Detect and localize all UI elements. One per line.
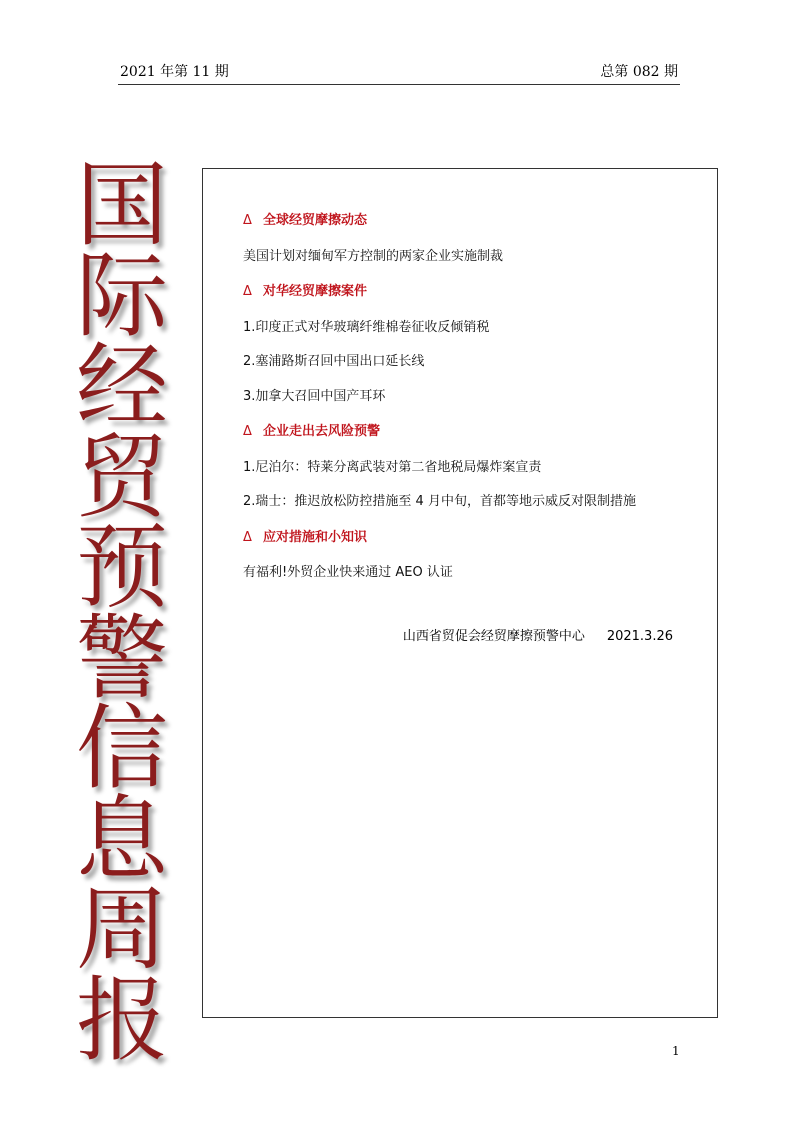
toc-item[interactable]: 1.尼泊尔：特莱分离武装对第二省地税局爆炸案宣责 [243,460,542,475]
title-char: 国 [75,152,168,259]
triangle-icon: Δ [243,213,252,228]
page-number: 1 [672,1044,680,1058]
title-char: 经 [75,333,168,440]
section-heading-label: 对华经贸摩擦案件 [263,284,368,299]
section-heading-label: 应对措施和小知识 [263,530,368,545]
title-char: 周 [75,876,168,983]
section-heading-label: 全球经贸摩擦动态 [263,213,368,228]
triangle-icon: Δ [243,530,252,545]
title-char: 贸 [75,423,168,531]
issuer-signature [403,625,673,644]
section-heading-china-trade-cases [243,280,367,299]
toc-item[interactable]: 3.加拿大召回中国产耳环 [243,389,386,404]
publication-title [52,152,192,1074]
triangle-icon: Δ [243,284,252,299]
section-heading-global-trade-friction [243,209,367,228]
toc-item[interactable]: 2.瑞士：推迟放松防控措施至 4 月中旬，首都等地示威反对限制措施 [243,494,636,509]
section-heading-countermeasures [243,526,367,545]
toc-item[interactable]: 2.塞浦路斯召回中国出口延长线 [243,354,425,369]
issue-number: 2021 年第 11 期 [120,64,229,80]
table-of-contents [202,168,718,1018]
title-char: 息 [75,785,168,893]
title-char: 预 [75,514,168,621]
page-header [118,58,680,85]
issuer-organization: 山西省贸促会经贸摩擦预警中心 [402,629,585,644]
title-char: 信 [75,695,168,802]
section-heading-label: 企业走出去风险预警 [263,424,381,439]
toc-item[interactable]: 有福利!外贸企业快来通过 AEO 认证 [243,565,453,580]
issue-date: 2021.3.26 [606,629,673,644]
total-issue-number: 总第 082 期 [600,64,678,80]
triangle-icon: Δ [243,424,252,439]
toc-item[interactable]: 美国计划对缅甸军方控制的两家企业实施制裁 [243,249,504,264]
title-char: 报 [75,966,168,1074]
title-char: 际 [75,242,168,350]
toc-item[interactable]: 1.印度正式对华玻璃纤维棉卷征收反倾销税 [243,320,490,335]
section-heading-going-abroad-risk [243,420,380,439]
title-char: 警 [75,604,168,712]
